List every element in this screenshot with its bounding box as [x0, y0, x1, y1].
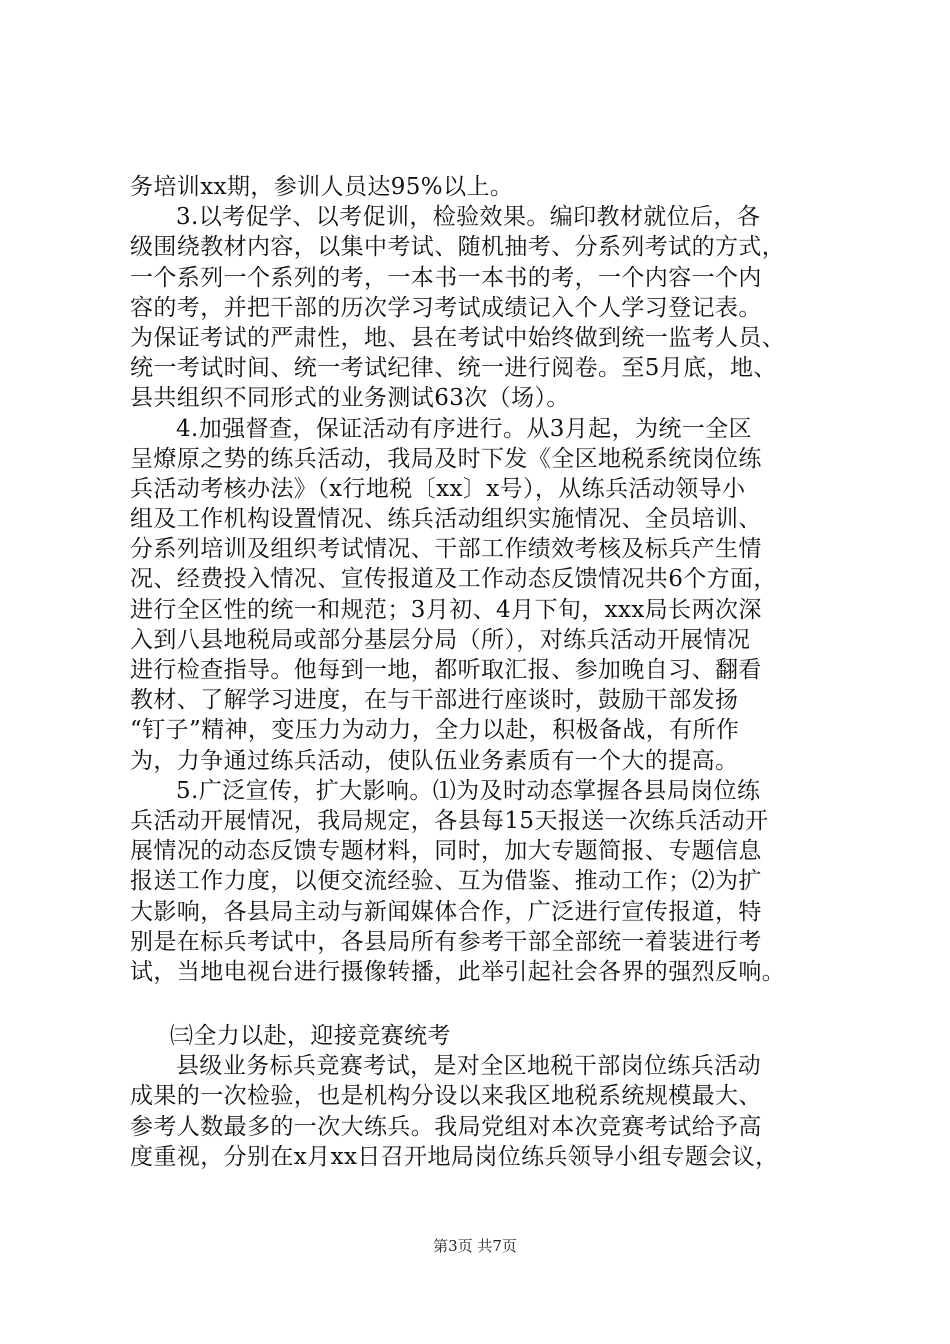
- paragraph-item-3-heading: 3.以考促学、以考促训，检验效果。编印教材就位后，各: [176, 204, 761, 231]
- text-line: 容的考，并把干部的历次学习考试成绩记入个人学习登记表。: [130, 294, 762, 321]
- text-line: 况、经费投入情况、宣传报道及工作动态反馈情况共6个方面，: [130, 566, 777, 593]
- text-line: 度重视，分别在x月xx日召开地局岗位练兵领导小组专题会议，: [130, 1143, 779, 1170]
- text-line: 进行检查指导。他每到一地，都听取汇报、参加晚自习、翻看: [130, 657, 762, 683]
- text-line: 别是在标兵考试中，各县局所有参考干部全部统一着装进行考: [130, 928, 762, 955]
- text-line: 成果的一次检验，也是机构分设以来我区地税系统规模最大、: [130, 1083, 762, 1110]
- text-line: 组及工作机构设置情况、练兵活动组织实施情况、全员培训、: [130, 506, 762, 533]
- paragraph-gap: [130, 987, 830, 1021]
- text-line: “钉子”精神，变压力为动力，全力以赴，积极备战，有所作: [130, 717, 740, 744]
- text-line: 教材、了解学习进度，在与干部进行座谈时，鼓励干部发扬: [130, 687, 739, 714]
- text-line: 兵活动开展情况，我局规定，各县每15天报送一次练兵活动开: [130, 807, 769, 834]
- text-line: 一个系列一个系列的考，一本书一本书的考，一个内容一个内: [130, 264, 762, 291]
- text-line: 进行全区性的统一和规范；3月初、4月下旬，xxx局长两次深: [130, 596, 762, 623]
- text-line: 入到八县地税局或部分基层分局（所），对练兵活动开展情况: [130, 626, 751, 653]
- text-line: 试，当地电视台进行摄像转播，此举引起社会各界的强烈反响。: [130, 958, 786, 985]
- paragraph-item-5-heading: 5.广泛宣传，扩大影响。⑴为及时动态掌握各县局岗位练: [176, 777, 761, 804]
- text-line: 展情况的动态反馈专题材料，同时，加大专题简报、专题信息: [130, 838, 762, 865]
- text-line: 兵活动考核办法》（x行地税〔xx〕x号），从练兵活动领导小: [130, 475, 746, 502]
- text-line: 为，力争通过练兵活动，使队伍业务素质有一个大的提高。: [130, 747, 739, 774]
- text-line: 县级业务标兵竞赛考试，是对全区地税干部岗位练兵活动: [176, 1053, 761, 1080]
- document-body: [130, 172, 830, 1172]
- text-line: 为保证考试的严肃性，地、县在考试中始终做到统一监考人员、: [130, 324, 786, 351]
- text-line: 参考人数最多的一次大练兵。我局党组对本次竞赛考试给予高: [130, 1113, 762, 1140]
- page-number-footer: 第3页 共7页: [433, 1237, 517, 1255]
- text-line: 级围绕教材内容，以集中考试、随机抽考、分系列考试的方式，: [130, 234, 786, 261]
- paragraph-item-4-heading: 4.加强督查，保证活动有序进行。从3月起，为统一全区: [176, 415, 752, 442]
- text-line: 大影响，各县局主动与新闻媒体合作，广泛进行宣传报道，特: [130, 898, 762, 925]
- text-line: 县共组织不同形式的业务测试63次（场）。: [130, 385, 570, 412]
- section-heading: ㈢全力以赴，迎接竞赛统考: [170, 1023, 451, 1050]
- text-line: 呈燎原之势的练兵活动，我局及时下发《全区地税系统岗位练: [130, 445, 762, 472]
- text-line: 务培训xx期，参训人员达95%以上。: [130, 174, 514, 200]
- text-line: 报送工作力度，以便交流经验、互为借鉴、推动工作；⑵为扩: [130, 868, 762, 895]
- text-line: 统一考试时间、统一考试纪律、统一进行阅卷。至5月底，地、: [130, 355, 777, 382]
- text-line: 分系列培训及组织考试情况、干部工作绩效考核及标兵产生情: [130, 536, 762, 563]
